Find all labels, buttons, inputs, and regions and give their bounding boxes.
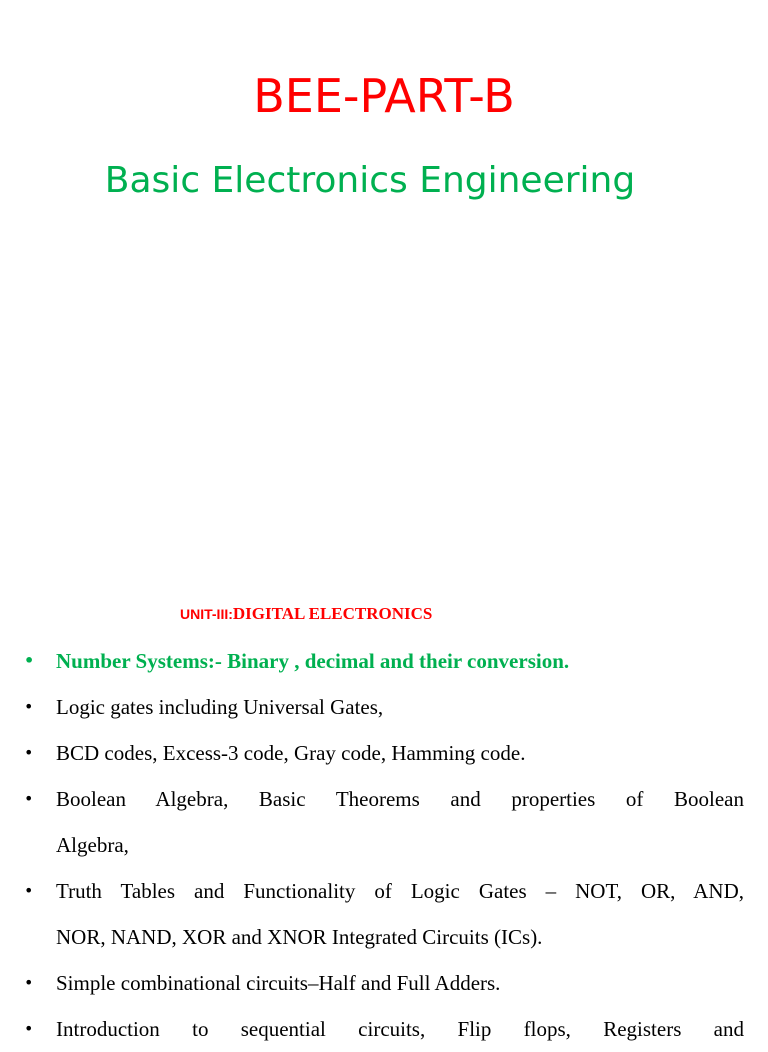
unit-heading xyxy=(180,603,432,625)
topic-item xyxy=(24,1006,744,1052)
topic-text xyxy=(56,868,744,960)
topic-item xyxy=(24,868,744,960)
topic-text-line: NOR, NAND, XOR and XNOR Integrated Circuits (ICs). xyxy=(56,925,543,949)
topic-text-line: Truth Tables and Functionality of Logic Gates – NOT, OR, AND, xyxy=(56,879,744,903)
slide-title: BEE-PART-B xyxy=(253,69,515,123)
topic-text-line: Algebra, xyxy=(56,833,129,857)
bullet-icon: • xyxy=(24,789,34,808)
topic-list xyxy=(24,638,744,1052)
unit-heading-name: DIGITAL ELECTRONICS xyxy=(232,604,433,623)
topic-text: BCD codes, Excess-3 code, Gray code, Hamming code. xyxy=(56,741,526,765)
bullet-icon: • xyxy=(24,1019,34,1038)
topic-item xyxy=(24,960,744,1006)
topic-text: Simple combinational circuits–Half and Full Adders. xyxy=(56,971,501,995)
topic-text: Logic gates including Universal Gates, xyxy=(56,695,384,719)
topic-text: Number Systems:- Binary , decimal and their conversion. xyxy=(56,649,570,673)
topic-text xyxy=(56,776,744,868)
topic-text-line: Boolean Algebra, Basic Theorems and properties of Boolean xyxy=(56,787,744,811)
bullet-icon: • xyxy=(24,743,34,762)
topic-item xyxy=(24,730,744,776)
slide-subtitle: Basic Electronics Engineering xyxy=(104,160,636,201)
bullet-icon: • xyxy=(24,881,34,900)
bullet-icon: • xyxy=(24,697,34,716)
unit-heading-prefix: UNIT-III: xyxy=(180,606,233,622)
bullet-icon: • xyxy=(24,973,34,992)
bullet-icon: • xyxy=(24,651,35,670)
topic-item xyxy=(24,684,744,730)
topic-text: Introduction to sequential circuits, Flip flops, Registers and xyxy=(56,1017,744,1041)
topic-item xyxy=(24,638,744,684)
topic-item xyxy=(24,776,744,868)
